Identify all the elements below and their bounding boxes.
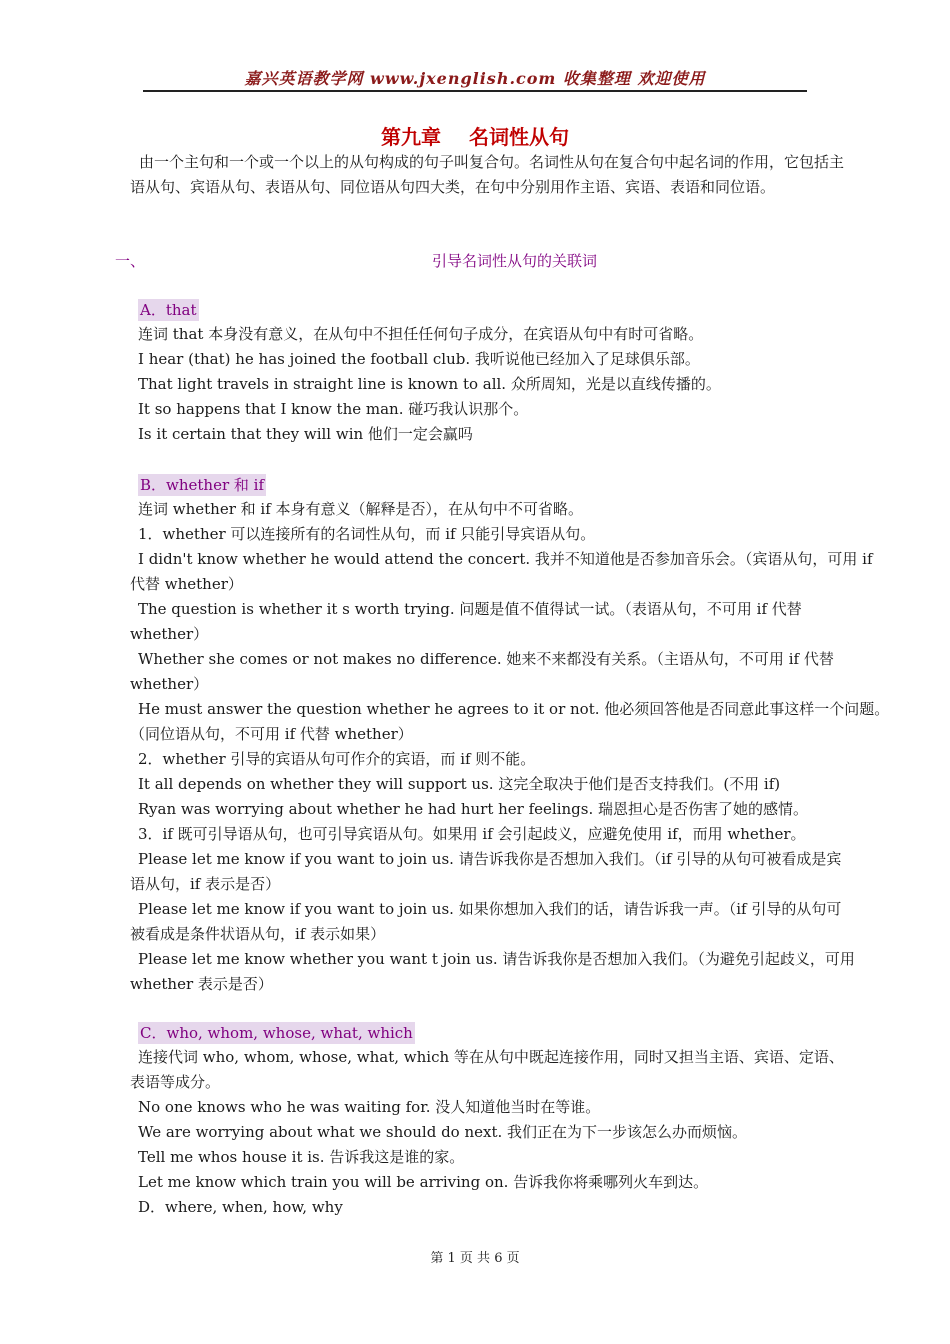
header-divider (143, 90, 807, 92)
subheading-c: C．who, whom, whose, what, which (140, 1024, 413, 1042)
text-line: 连词 whether 和 if 本身有意义（解释是否），在从句中不可省略。 (138, 500, 584, 518)
chapter-number: 第九章 (381, 125, 441, 149)
text-line: 被看成是条件状语从句，if 表示如果） (130, 925, 386, 943)
text-line: Whether she comes or not makes no difference. 她来不来都没有关系。（主语从句，不可用 if 代替 (138, 650, 834, 668)
page-footer: 第 1 页 共 6 页 (430, 1251, 520, 1266)
text-line: Please let me know whether you want t join us. 请告诉我你是否想加入我们。（为避免引起歧义，可用 (138, 950, 855, 968)
text-line: 连词 that 本身没有意义，在从句中不担任任何句子成分，在宾语从句中有时可省略。 (138, 325, 704, 343)
text-line: （同位语从句，不可用 if 代替 whether） (130, 725, 413, 743)
text-line: 1．whether 可以连接所有的名词性从句，而 if 只能引导宾语从句。 (138, 525, 596, 543)
chapter-name: 名词性从句 (469, 125, 569, 149)
text-line: Please let me know if you want to join us. 如果你想加入我们的话，请告诉我一声。（if 引导的从句可 (138, 900, 842, 918)
text-line: Please let me know if you want to join us. 请告诉我你是否想加入我们。（if 引导的从句可被看成是宾 (138, 850, 842, 868)
text-line: That light travels in straight line is known to all. 众所周知，光是以直线传播的。 (138, 375, 721, 393)
chapter-title (0, 121, 950, 150)
text-line: It all depends on whether they will support us. 这完全取决于他们是否支持我们。(不用 if) (138, 775, 781, 793)
text-line: 代替 whether） (130, 575, 243, 593)
text-line: 连接代词 who, whom, whose, what, which 等在从句中既起连接作用，同时又担当主语、宾语、定语、 (138, 1048, 844, 1066)
text-line: No one knows who he was waiting for. 没人知道他当时在等谁。 (138, 1098, 601, 1116)
text-line: 语从句，if 表示是否） (130, 875, 281, 893)
text-line: He must answer the question whether he agrees to it or not. 他必须回答他是否同意此事这样一个问题。 (138, 700, 890, 718)
text-line: 表语等成分。 (130, 1073, 221, 1091)
text-line: Ryan was worrying about whether he had hurt her feelings. 瑞恩担心是否伤害了她的感情。 (138, 800, 808, 818)
text-line: I didn't know whether he would attend the concert. 我并不知道他是否参加音乐会。（宾语从句，可用 if (138, 550, 873, 568)
intro-paragraph: 由一个主句和一个或一个以上的从句构成的句子叫复合句。名词性从句在复合句中起名词的作用，它包括主语从句、宾语从句、表语从句、同位语从句四大类，在句中分别用作主语、宾语、表语和同位语。 (130, 153, 845, 196)
subheading-b: B．whether 和 if (140, 476, 265, 494)
text-line: I hear (that) he has joined the football club. 我听说他已经加入了足球俱乐部。 (138, 350, 700, 368)
text-line: whether） (130, 675, 209, 693)
section-title: 引导名词性从句的关联词 (432, 252, 598, 270)
text-line: whether） (130, 625, 209, 643)
subheading-d: D．where, when, how, why (138, 1198, 343, 1216)
text-line: 2．whether 引导的宾语从句可作介的宾语，而 if 则不能。 (138, 750, 536, 768)
text-line: Tell me whos house it is. 告诉我这是谁的家。 (138, 1148, 465, 1166)
text-line: It so happens that I know the man. 碰巧我认识那个。 (138, 400, 529, 418)
text-line: whether 表示是否） (130, 975, 273, 993)
text-line: Let me know which train you will be arriving on. 告诉我你将乘哪列火车到达。 (138, 1173, 709, 1191)
text-line: Is it certain that they will win 他们一定会赢吗 (138, 425, 473, 443)
text-line: The question is whether it s worth trying. 问题是值不值得试一试。（表语从句，不可用 if 代替 (138, 600, 802, 618)
page-header: 嘉兴英语教学网 www.jxenglish.com 收集整理 欢迎使用 (244, 69, 706, 88)
subheading-a: A．that (140, 301, 197, 319)
section-number: 一、 (115, 252, 146, 270)
text-line: We are worrying about what we should do next. 我们正在为下一步该怎么办而烦恼。 (138, 1123, 748, 1141)
text-line: 3．if 既可引导语从句，也可引导宾语从句。如果用 if 会引起歧义，应避免使用 if，而用 whether。 (138, 825, 806, 843)
